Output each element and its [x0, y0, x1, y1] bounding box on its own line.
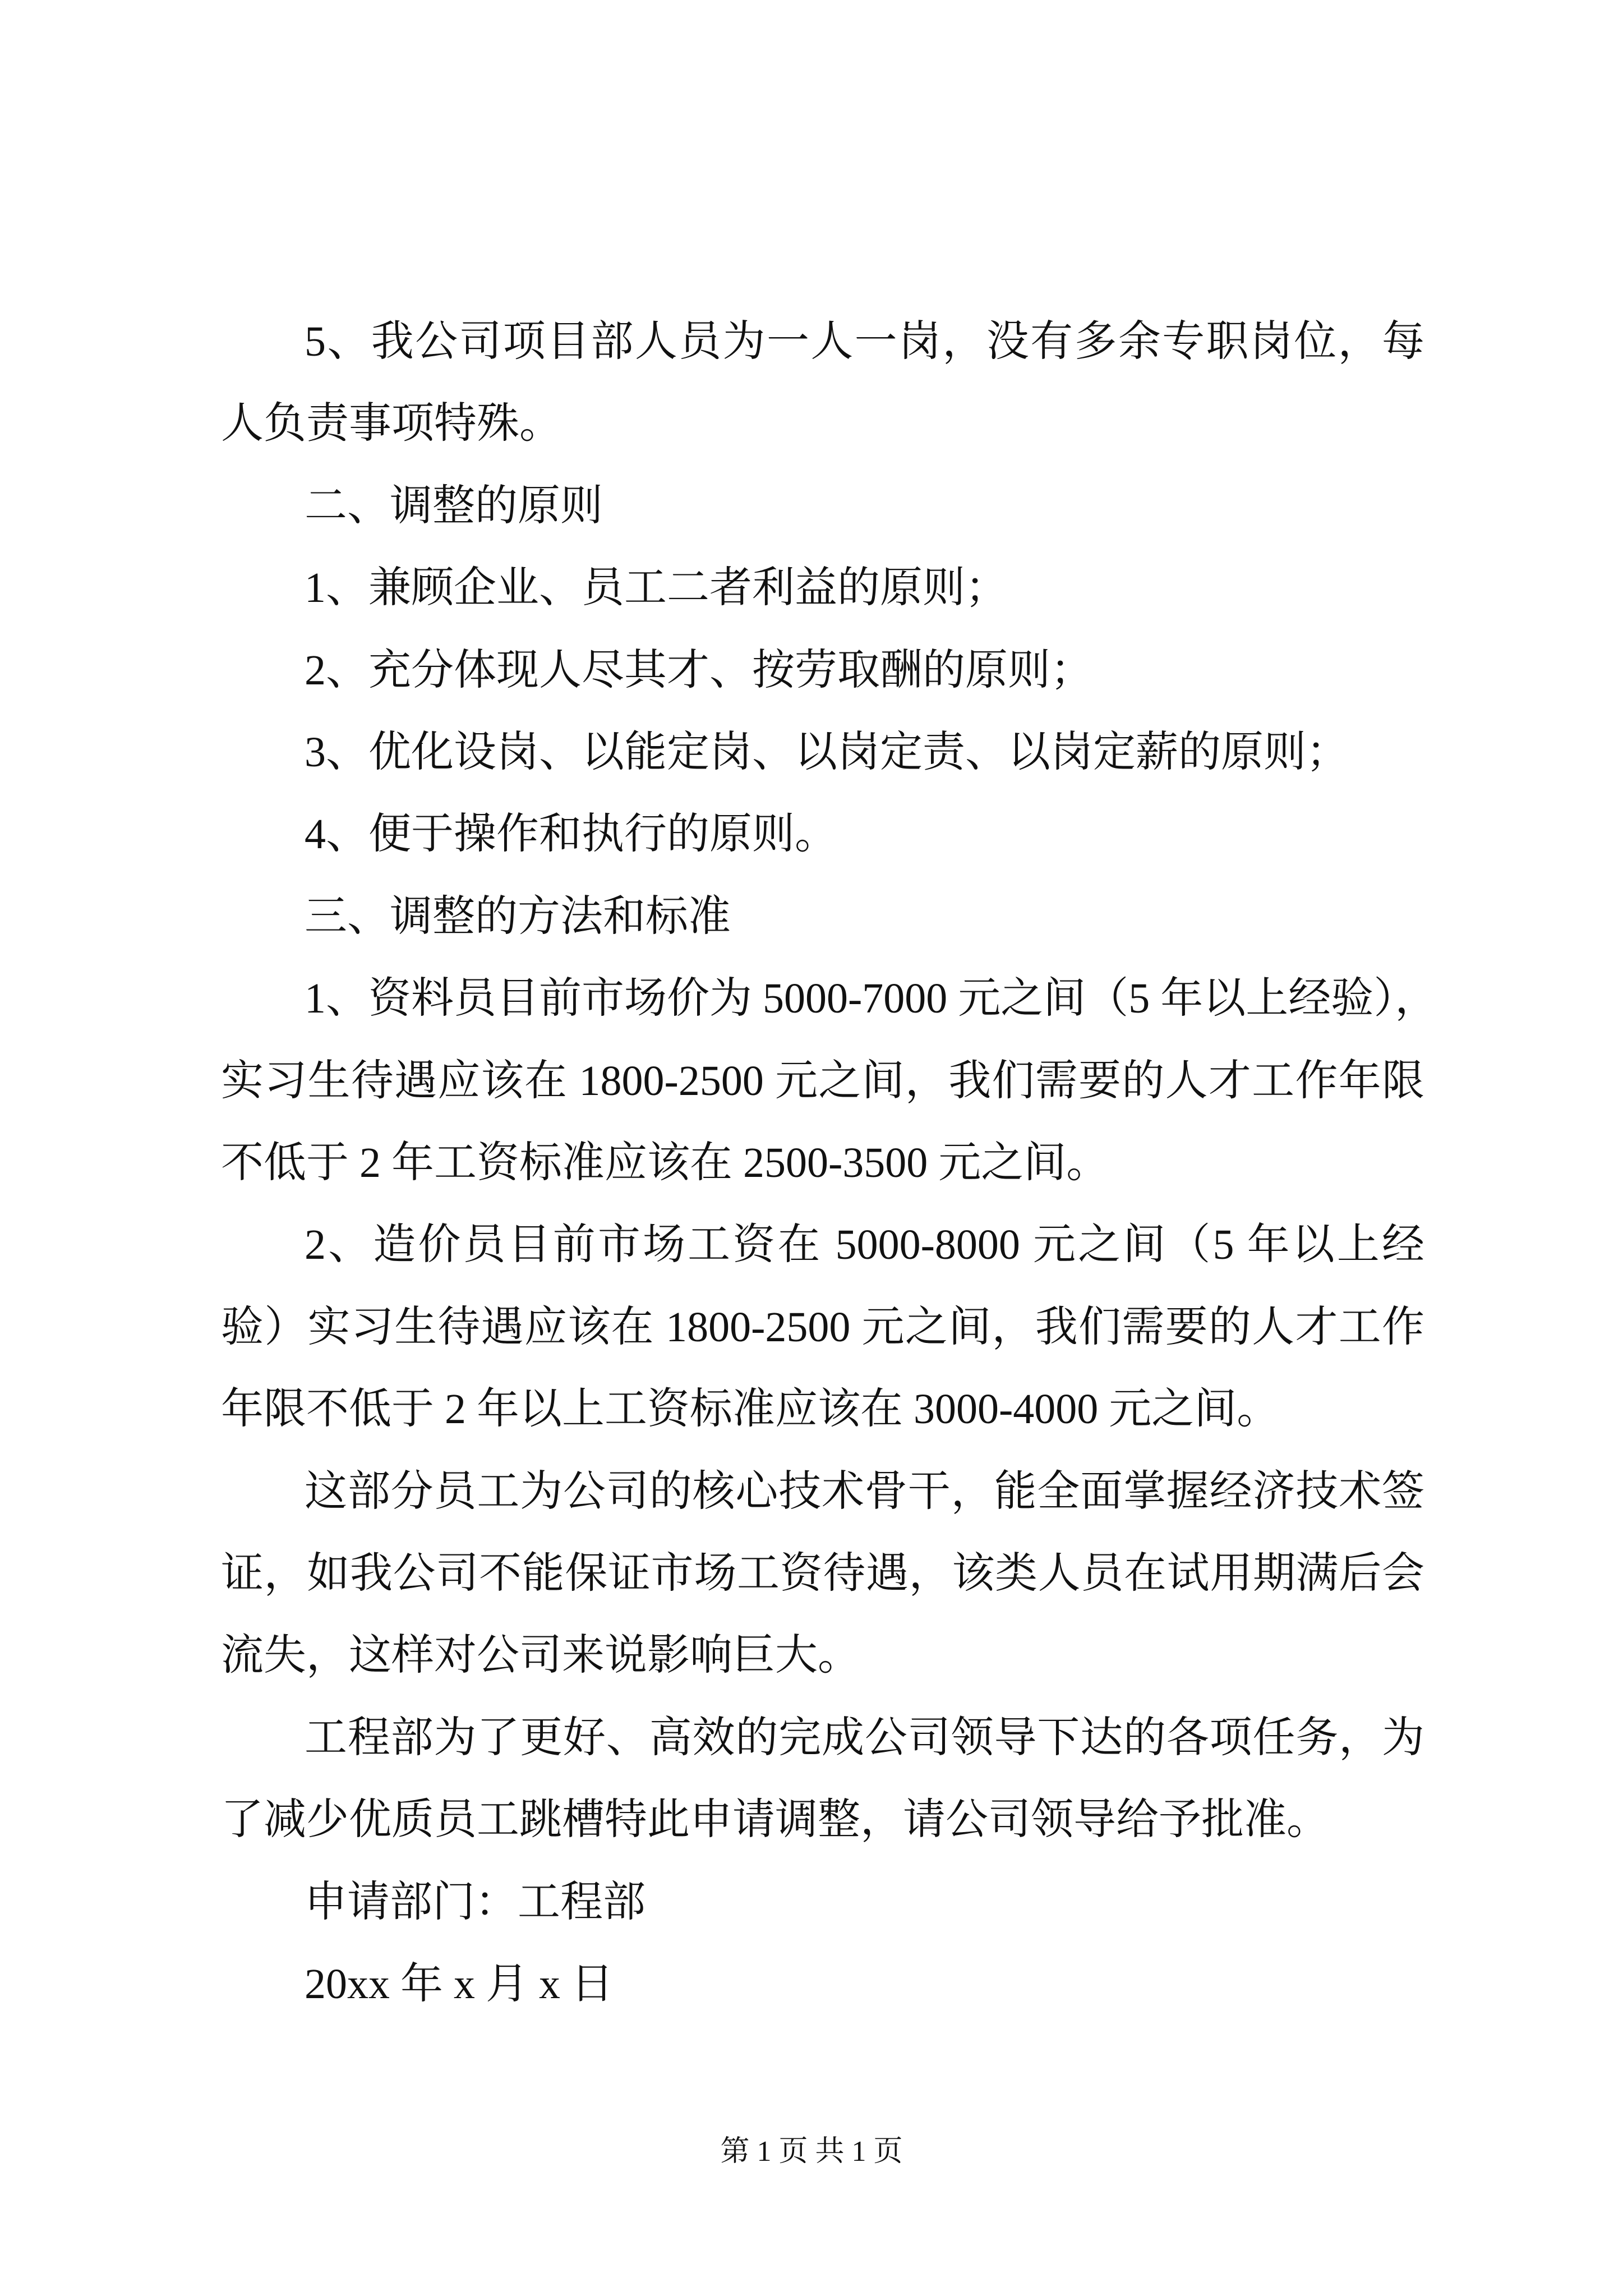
paragraph-line: 年限不低于 2 年以上工资标准应该在 3000-4000 元之间。	[221, 1386, 1280, 1433]
paragraph-line: 5、我公司项目部人员为一人一岗，没有多余专职岗位，每	[305, 318, 1424, 365]
paragraph-line: 人负责事项特殊。	[221, 400, 562, 447]
section-heading: 三、调整的方法和标准	[305, 893, 731, 940]
list-item: 3、优化设岗、以能定岗、以岗定责、以岗定薪的原则；	[305, 729, 1349, 776]
page-footer: 第 1 页 共 1 页	[720, 2136, 903, 2168]
paragraph-line: 流失，这样对公司来说影响巨大。	[221, 1632, 860, 1679]
paragraph-line: 验）实习生待遇应该在 1800-2500 元之间，我们需要的人才工作	[221, 1304, 1424, 1351]
paragraph-line: 1、资料员目前市场价为 5000-7000 元之间（5 年以上经验），	[305, 975, 1438, 1022]
paragraph-line: 这部分员工为公司的核心技术骨干，能全面掌握经济技术签	[305, 1468, 1424, 1515]
application-date: 20xx 年 x 月 x 日	[305, 1961, 614, 2008]
section-heading: 二、调整的原则	[305, 482, 603, 530]
paragraph-line: 2、造价员目前市场工资在 5000-8000 元之间（5 年以上经	[305, 1221, 1424, 1268]
list-item: 2、充分体现人尽其才、按劳取酬的原则；	[305, 647, 1093, 694]
paragraph-line: 实习生待遇应该在 1800-2500 元之间，我们需要的人才工作年限	[221, 1057, 1424, 1105]
paragraph-line: 了减少优质员工跳槽特此申请调整，请公司领导给予批准。	[221, 1796, 1329, 1843]
list-item: 4、便于操作和执行的原则。	[305, 811, 837, 858]
applicant-department: 申请部门：工程部	[305, 1879, 645, 1926]
list-item: 1、兼顾企业、员工二者利益的原则；	[305, 564, 1008, 611]
paragraph-line: 不低于 2 年工资标准应该在 2500-3500 元之间。	[221, 1139, 1109, 1186]
paragraph-line: 工程部为了更好、高效的完成公司领导下达的各项任务，为	[305, 1714, 1424, 1761]
paragraph-line: 证，如我公司不能保证市场工资待遇，该类人员在试用期满后会	[221, 1550, 1424, 1597]
